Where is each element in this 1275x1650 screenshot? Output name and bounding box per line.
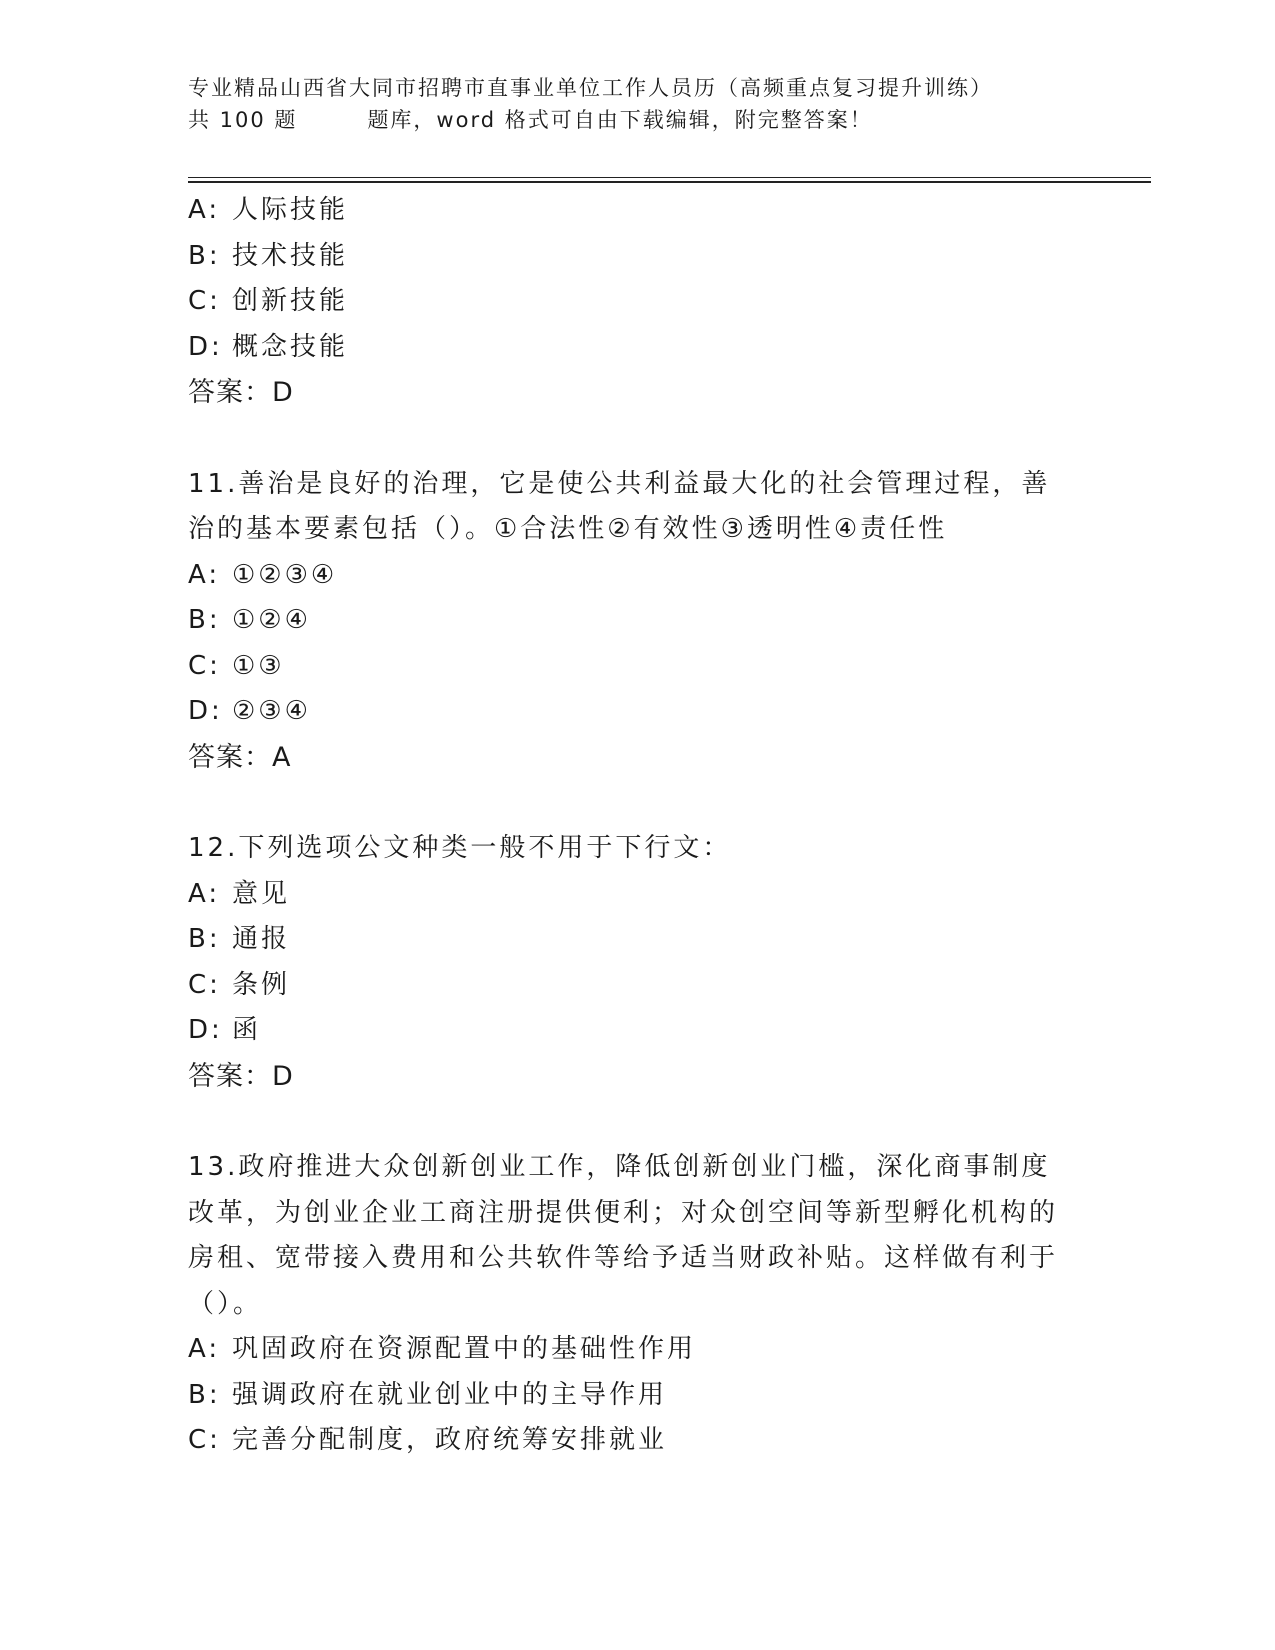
option-c: C: 完善分配制度，政府统筹安排就业	[188, 1425, 668, 1455]
question-stem: 11.善治是良好的治理，它是使公共利益最大化的社会管理过程，善治的基本要素包括（）。①合法性②有效性③透明性④责任性	[188, 468, 1051, 544]
answer-line: 答案：A	[188, 741, 292, 773]
question-block-13	[188, 1145, 1088, 1464]
document-header	[188, 72, 1148, 136]
option-a: A: ①②③④	[188, 559, 338, 590]
option-c: C: 条例	[188, 969, 291, 1000]
option-c: C: ①③	[188, 650, 285, 681]
question-list	[188, 188, 1088, 1464]
question-stem: 12.下列选项公文种类一般不用于下行文：	[188, 833, 732, 863]
question-block-10	[188, 188, 1088, 416]
header-subtitle	[188, 104, 1148, 136]
option-a: A: 人际技能	[188, 195, 349, 225]
header-divider-thick	[188, 181, 1151, 183]
answer-line: 答案：D	[188, 377, 294, 408]
option-a: A: 巩固政府在资源配置中的基础性作用	[188, 1334, 697, 1364]
option-b: B: 强调政府在就业创业中的主导作用	[188, 1379, 668, 1410]
option-d: D: ②③④	[188, 696, 311, 726]
header-description: 题库，word 格式可自由下载编辑，附完整答案！	[367, 108, 873, 132]
question-block-12	[188, 826, 1088, 1099]
question-count: 共 100 题	[188, 108, 298, 132]
header-divider-thin	[188, 177, 1151, 178]
answer-line: 答案：D	[188, 1060, 294, 1092]
option-b: B: 通报	[188, 924, 291, 954]
option-c: C: 创新技能	[188, 286, 349, 316]
option-d: D: 函	[188, 1015, 262, 1045]
option-b: B: ①②④	[188, 605, 311, 635]
question-block-11	[188, 462, 1088, 781]
option-a: A: 意见	[188, 878, 291, 909]
option-b: B: 技术技能	[188, 240, 349, 271]
header-title: 专业精品山西省大同市招聘市直事业单位工作人员历（高频重点复习提升训练）	[188, 76, 993, 100]
question-stem: 13.政府推进大众创新创业工作，降低创新创业门槛，深化商事制度改革，为创业企业工商注册提供便利；对众创空间等新型孵化机构的房租、宽带接入费用和公共软件等给予适当财政补贴。这样做有利于（）。	[188, 1152, 1059, 1319]
option-d: D: 概念技能	[188, 331, 349, 362]
